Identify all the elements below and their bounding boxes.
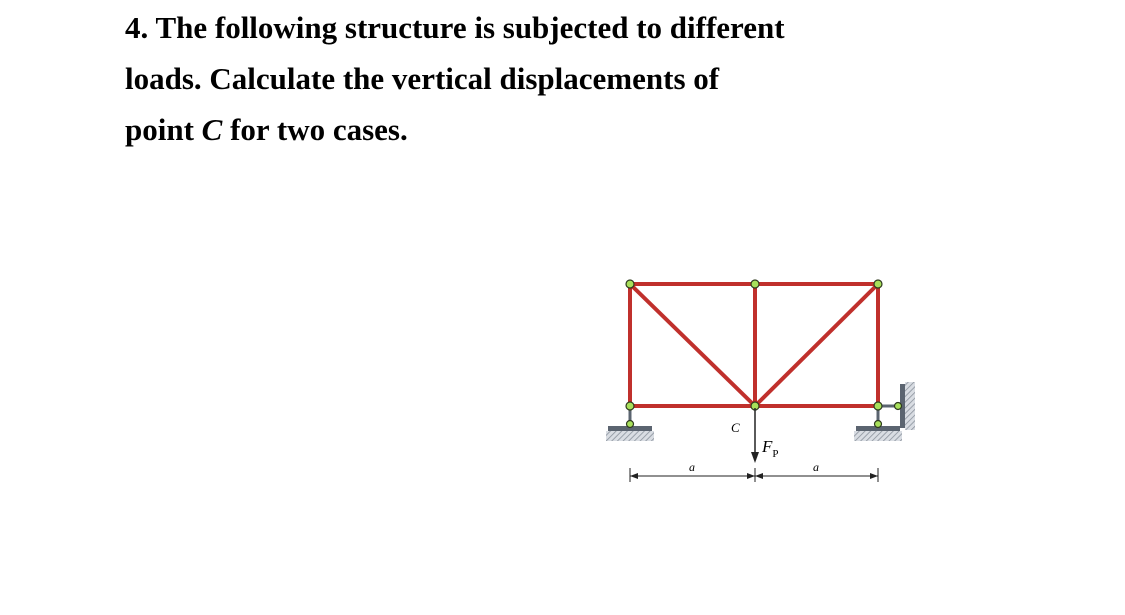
dim-label-left: a (689, 460, 695, 474)
problem-line-2: loads. Calculate the vertical displacements of (125, 61, 720, 96)
left-support-pin (627, 421, 634, 428)
dimension-lines (630, 460, 878, 482)
label-c: C (731, 420, 740, 435)
problem-line-1: 4. The following structure is subjected to different (125, 10, 785, 45)
label-load-main: F (762, 437, 773, 456)
truss-members (630, 284, 878, 406)
problem-line-3-prefix: point (125, 112, 202, 147)
problem-line-3 (125, 104, 1025, 155)
label-load-sub: P (772, 448, 779, 460)
joint-top-right (874, 280, 882, 288)
problem-line-3-suffix: for two cases. (222, 112, 408, 147)
left-diagonal (630, 284, 755, 406)
right-diagonal (755, 284, 878, 406)
point-variable: C (201, 112, 223, 147)
dim-label-right: a (813, 460, 819, 474)
truss-figure (590, 270, 930, 490)
dim-arrow-right-start (755, 473, 763, 479)
right-support-pin (875, 421, 882, 428)
joint-top-middle (751, 280, 759, 288)
problem-statement (125, 2, 1025, 155)
truss-diagram (590, 270, 930, 490)
wall-hatch (905, 382, 915, 430)
load-arrow-head (751, 452, 759, 463)
dim-arrow-right-end (870, 473, 878, 479)
wall-support-pin (895, 403, 902, 410)
label-load (761, 437, 779, 460)
dim-arrow-left-start (630, 473, 638, 479)
right-ground-hatch (854, 431, 902, 441)
dim-arrow-left-end (747, 473, 755, 479)
joint-bottom-right (874, 402, 882, 410)
applied-load (751, 408, 759, 463)
joint-bottom-left (626, 402, 634, 410)
left-ground-hatch (606, 431, 654, 441)
joint-top-left (626, 280, 634, 288)
